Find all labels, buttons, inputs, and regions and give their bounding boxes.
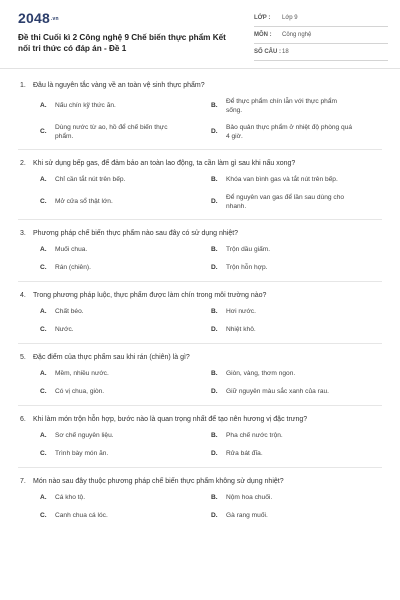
option-letter: D. (211, 450, 218, 458)
option-text: Trộn dầu giấm. (226, 246, 271, 254)
question-prompt: Món nào sau đây thuộc phương pháp chế biến thực phẩm không sử dụng nhiệt? (33, 478, 284, 485)
page-title: Đề thi Cuối kì 2 Công nghệ 9 Chế biến thực phẩm Kết nối tri thức có đáp án - Đề 1 (18, 33, 226, 53)
answer-option[interactable] (40, 174, 211, 187)
question-number: 2. (20, 160, 26, 167)
option-text: Chỉ cần tắt nút trên bếp. (55, 176, 126, 184)
option-text: Cá kho tộ. (55, 494, 86, 502)
option-letter: A. (40, 246, 47, 254)
option-text: Sơ chế nguyên liệu. (55, 432, 114, 440)
question-item (18, 220, 382, 282)
option-text: Chất béo. (55, 308, 84, 316)
option-text: Giòn, vàng, thơm ngon. (226, 370, 296, 378)
answer-option[interactable] (40, 192, 211, 213)
question-prompt: Khi làm món trộn hỗn hợp, bước nào là quan trọng nhất để tạo nên hương vị đặc trưng? (33, 416, 308, 423)
option-letter: B. (211, 494, 218, 502)
answer-option[interactable] (211, 448, 382, 461)
meta-label: MÔN : (254, 32, 272, 38)
exam-meta-table (254, 10, 388, 61)
option-letter: D. (211, 264, 218, 272)
option-letter: A. (40, 308, 47, 316)
option-letter: C. (40, 512, 47, 520)
option-letter: A. (40, 494, 47, 502)
option-text: Khóa van bình gas và tắt nút trên bếp. (226, 176, 338, 184)
option-text: Hơi nước. (226, 308, 256, 316)
option-text: Mở cửa sổ thật lớn. (55, 198, 113, 206)
meta-label: LỚP : (254, 15, 271, 21)
meta-row-question-count (254, 44, 388, 61)
option-letter: B. (211, 246, 218, 254)
question-text (18, 81, 382, 90)
page-header (18, 10, 382, 66)
question-text (18, 291, 382, 300)
option-letter: A. (40, 102, 47, 110)
option-text: Rán (chiên). (55, 264, 91, 272)
answer-option[interactable] (211, 492, 382, 505)
meta-value: Lớp 9 (282, 15, 298, 21)
answer-options (18, 96, 382, 143)
option-text: Giữ nguyên màu sắc xanh của rau. (226, 388, 330, 396)
option-text: Nước. (55, 326, 74, 334)
answer-options (18, 244, 382, 275)
answer-option[interactable] (40, 244, 211, 257)
answer-option[interactable] (211, 386, 382, 399)
question-prompt: Đặc điểm của thực phẩm sau khi rán (chiên) là gì? (33, 354, 190, 361)
answer-option[interactable] (40, 368, 211, 381)
meta-label: SỐ CÂU : (254, 49, 281, 55)
question-prompt: Phương pháp chế biến thực phẩm nào sau đây có sử dụng nhiệt? (33, 230, 239, 237)
answer-options (18, 492, 382, 523)
answer-option[interactable] (211, 244, 382, 257)
option-letter: A. (40, 432, 47, 440)
site-logo[interactable]: 2048.vn (18, 10, 59, 26)
answer-option[interactable] (211, 96, 382, 117)
answer-option[interactable] (40, 262, 211, 275)
answer-options (18, 368, 382, 399)
question-text (18, 229, 382, 238)
answer-option[interactable] (211, 192, 382, 213)
option-letter: C. (40, 128, 47, 136)
option-text: Nhiệt khô. (226, 326, 256, 334)
answer-option[interactable] (211, 122, 382, 143)
meta-row-subject (254, 27, 388, 44)
option-text: Pha chế nước trộn. (226, 432, 283, 440)
answer-option[interactable] (40, 448, 211, 461)
answer-option[interactable] (40, 510, 211, 523)
option-letter: D. (211, 388, 218, 396)
answer-options (18, 430, 382, 461)
option-text: Dùng nước từ ao, hồ để chế biến thực phẩm. (55, 124, 168, 140)
question-text (18, 477, 382, 486)
option-text: Nấu chín kỹ thức ăn. (55, 102, 116, 110)
option-text: Nộm hoa chuối. (226, 494, 273, 502)
answer-option[interactable] (211, 324, 382, 337)
option-text: Có vị chua, giòn. (55, 388, 105, 396)
answer-option[interactable] (40, 386, 211, 399)
question-item (18, 344, 382, 406)
question-number: 5. (20, 354, 26, 361)
option-text: Canh chua cá lóc. (55, 512, 108, 520)
question-list (18, 72, 382, 529)
option-letter: B. (211, 102, 218, 110)
answer-option[interactable] (40, 492, 211, 505)
option-letter: D. (211, 198, 218, 206)
option-text: Muối chua. (55, 246, 88, 254)
option-letter: B. (211, 308, 218, 316)
option-text: Để nguyên van gas để lần sau dùng cho nhanh. (226, 194, 345, 210)
answer-option[interactable] (211, 510, 382, 523)
answer-options (18, 174, 382, 213)
answer-option[interactable] (211, 368, 382, 381)
option-letter: D. (211, 512, 218, 520)
question-number: 3. (20, 230, 26, 237)
answer-option[interactable] (211, 306, 382, 319)
question-item (18, 468, 382, 529)
answer-option[interactable] (40, 122, 211, 143)
option-letter: D. (211, 326, 218, 334)
answer-option[interactable] (40, 324, 211, 337)
option-text: Trộn hỗn hợp. (226, 264, 268, 272)
option-letter: C. (40, 198, 47, 206)
question-number: 7. (20, 478, 26, 485)
question-item (18, 72, 382, 150)
option-letter: D. (211, 128, 218, 136)
answer-option[interactable] (40, 306, 211, 319)
answer-options (18, 306, 382, 337)
option-letter: A. (40, 370, 47, 378)
option-letter: C. (40, 388, 47, 396)
question-text (18, 353, 382, 362)
option-letter: B. (211, 176, 218, 184)
option-text: Mềm, nhiều nước. (55, 370, 109, 378)
meta-value: 18 (282, 49, 289, 55)
option-letter: B. (211, 432, 218, 440)
question-prompt: Trong phương pháp luộc, thực phẩm được làm chín trong môi trường nào? (33, 292, 267, 299)
option-letter: B. (211, 370, 218, 378)
answer-option[interactable] (211, 430, 382, 443)
answer-option[interactable] (211, 174, 382, 187)
option-text: Gà rang muối. (226, 512, 268, 520)
option-text: Trình bày món ăn. (55, 450, 109, 458)
question-text (18, 415, 382, 424)
answer-option[interactable] (40, 96, 211, 117)
question-number: 4. (20, 292, 26, 299)
question-item (18, 150, 382, 220)
question-text (18, 159, 382, 168)
question-item (18, 282, 382, 344)
option-text: Để thực phẩm chín lẫn với thực phẩm sống. (226, 98, 338, 114)
option-letter: C. (40, 450, 47, 458)
meta-row-class (254, 10, 388, 27)
answer-option[interactable] (40, 430, 211, 443)
option-text: Bảo quản thực phẩm ở nhiệt độ phòng quá 4 giờ. (226, 124, 353, 140)
option-text: Rửa bát đĩa. (226, 450, 263, 458)
option-letter: C. (40, 264, 47, 272)
header-divider (0, 68, 400, 69)
option-letter: C. (40, 326, 47, 334)
question-number: 1. (20, 82, 26, 89)
question-prompt: Đâu là nguyên tắc vàng về an toàn vệ sinh thực phẩm? (33, 82, 205, 89)
question-number: 6. (20, 416, 26, 423)
meta-value: Công nghệ (282, 32, 312, 38)
option-letter: A. (40, 176, 47, 184)
answer-option[interactable] (211, 262, 382, 275)
question-prompt: Khi sử dụng bếp gas, để đảm bảo an toàn lao động, ta cần làm gì sau khi nấu xong? (33, 160, 296, 167)
question-item (18, 406, 382, 468)
